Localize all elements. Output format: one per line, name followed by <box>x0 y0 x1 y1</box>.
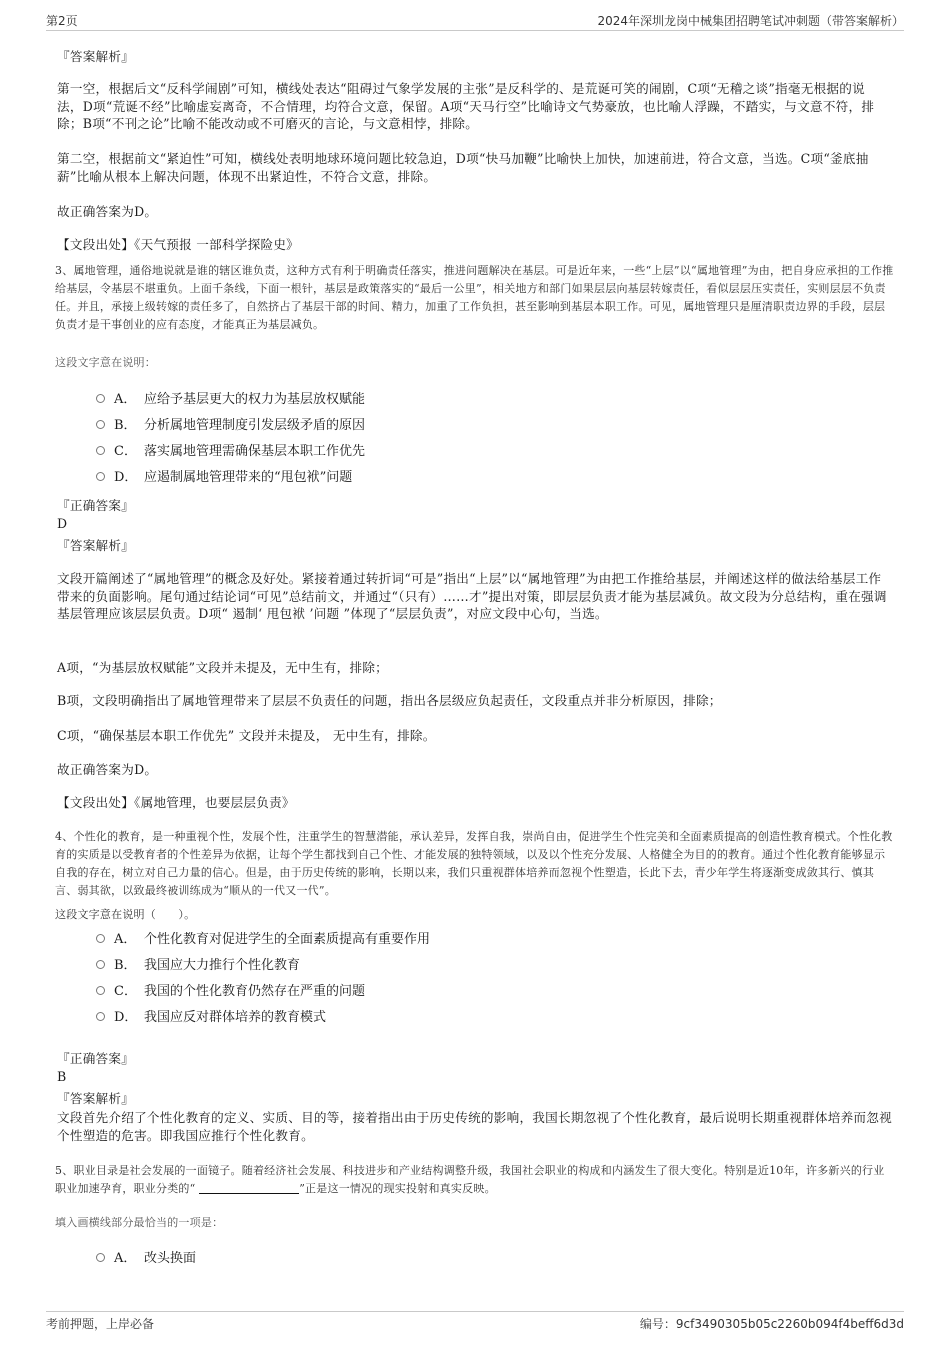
q5-stem-before: 5、职业目录是社会发展的一面镜子。随着经济社会发展、科技进步和产业结构调整升级，我国社会职业的构成和内涵发生了很大变化。特别是近10年，许多新兴的行业职业加速孕育，职业分类的“ <box>55 1164 885 1195</box>
option-key: C． <box>114 984 137 999</box>
q5-stem <box>55 1162 895 1198</box>
q2-source: 【文段出处】《天气预报 一部科学探险史》 <box>57 237 300 252</box>
option-text: 我国应反对群体培养的教育模式 <box>144 1010 327 1025</box>
q4-option-c[interactable] <box>96 983 365 1001</box>
q4-option-d[interactable] <box>96 1009 326 1027</box>
q3-correct-label: 『正确答案』 <box>57 498 135 513</box>
page-footer <box>46 1311 904 1332</box>
radio-icon[interactable] <box>96 472 105 481</box>
q3-stem: 3、属地管理，通俗地说就是谁的辖区谁负责，这种方式有利于明确责任落实，推进问题解决在基层。可是近年来，一些“上层”以“属地管理”为由，把自身应承担的工作推给基层，令基层不堪重负。上面千条线，下面一根针，基层是政策落实的“最后一公里”，相关地方和部门如果层层向基层转嫁责任，看似层层压实责任，实则层层不负责任。并且，承接上级转嫁的责任多了，自然挤占了基层干部的时间、精力，加重了工作负担，甚至影响到基层本职工作。可见，属地管理只是厘清职责边界的手段，层层负责才是干事创业的应有态度，才能真正为基层减负。 <box>55 264 894 331</box>
q2-analysis-p2: 第二空，根据前文“紧迫性”可知，横线处表明地球环境问题比较急迫，D项“快马加鞭”比喻快上加快，加速前进，符合文意，当选。C项“釜底抽薪”比喻从根本上解决问题，体现不出紧迫性，不符合文意，排除。 <box>57 151 869 184</box>
radio-icon[interactable] <box>96 934 105 943</box>
option-key: A． <box>114 932 137 947</box>
q5-stem-after: ”正是这一情况的现实投射和真实反映。 <box>299 1182 496 1195</box>
q3-option-c[interactable] <box>96 443 365 461</box>
option-key: A． <box>114 1251 137 1266</box>
option-text: 改头换面 <box>144 1251 197 1266</box>
page-header <box>46 12 904 31</box>
q4-stem: 4、个性化的教育，是一种重视个性，发展个性，注重学生的智慧潜能，承认差异，发挥自我，崇尚自由，促进学生个性完美和全面素质提高的创造性教育模式。个性化教育的实质是以受教育者的个性差异为依据，让每个学生都找到自己个性、才能发展的独特领域，以及以个性充分发展、人格健全为目的的教育。通过个性化教育能够显示自我的存在，树立对自己力量的信心。但是，由于历史传统的影响，长期以来，我们只重视群体培养而忽视个性塑造，长此下去，青少年学生将逐渐变成敛其行、慎其言、弱其欲，以致最终被训练成为“顺从的一代又一代”。 <box>55 830 893 897</box>
option-key: B． <box>114 418 137 433</box>
q4-analysis-label: 『答案解析』 <box>57 1091 135 1106</box>
q3-analysis-p1: 文段开篇阐述了“属地管理”的概念及好处。紧接着通过转折词“可是”指出“上层”以“属地管理”为由把工作推给基层，并阐述这样的做法给基层工作带来的负面影响。尾句通过结论词“可见”总结前文，并通过“（只有）……才”提出对策，即层层负责才能为基层减负。故文段为分总结构，重在强调基层管理应该层层负责。D项“ 遏制‘ 甩包袱 ’问题 ”体现了“层层负责”，对应文段中心句，当选。 <box>57 571 887 621</box>
option-text: 个性化教育对促进学生的全面素质提高有重要作用 <box>144 932 431 947</box>
q2-analysis-label: 『答案解析』 <box>57 49 135 64</box>
q3-question: 这段文字意在说明： <box>55 356 156 369</box>
q5-question: 填入画横线部分最恰当的一项是： <box>55 1216 224 1229</box>
q3-source: 【文段出处】《属地管理，也要层层负责》 <box>57 795 295 810</box>
option-text: 分析属地管理制度引发层级矛盾的原因 <box>144 418 366 433</box>
q3-analysis-a: A项，“为基层放权赋能”文段并未提及，无中生有，排除； <box>57 660 389 675</box>
radio-icon[interactable] <box>96 394 105 403</box>
q4-option-a[interactable] <box>96 931 430 949</box>
q3-analysis-label: 『答案解析』 <box>57 538 135 553</box>
option-key: B． <box>114 958 137 973</box>
radio-icon[interactable] <box>96 960 105 969</box>
radio-icon[interactable] <box>96 1253 105 1262</box>
q4-option-b[interactable] <box>96 957 300 975</box>
q2-analysis-p1: 第一空，根据后文“反科学闹剧”可知，横线处表达“阻碍过气象学发展的主张”是反科学的、是荒诞可笑的闹剧，C项“无稽之谈”指毫无根据的说法，D项“荒诞不经”比喻虚妄离奇，不合情理，均符合文意，保留。A项“天马行空”比喻诗文气势豪放，也比喻人浮躁，不踏实，与文意不符，排除；B项“不刊之论”比喻不能改动或不可磨灭的言论，与文意相悖，排除。 <box>57 81 875 131</box>
document-title: 2024年深圳龙岗中械集团招聘笔试冲刺题（带答案解析） <box>597 14 904 28</box>
option-text: 应给予基层更大的权力为基层放权赋能 <box>144 392 366 407</box>
q4-correct-label: 『正确答案』 <box>57 1051 135 1066</box>
option-key: D． <box>114 1010 138 1025</box>
q3-option-a[interactable] <box>96 391 365 409</box>
q5-option-a[interactable] <box>96 1250 196 1268</box>
radio-icon[interactable] <box>96 986 105 995</box>
q4-correct-answer: B <box>57 1069 67 1084</box>
q3-correct-answer: D <box>57 516 68 531</box>
option-key: C． <box>114 444 137 459</box>
answer-blank <box>199 1182 299 1194</box>
option-text: 我国的个性化教育仍然存在严重的问题 <box>144 984 366 999</box>
q3-analysis-c: C项，“确保基层本职工作优先” 文段并未提及， 无中生有，排除。 <box>57 728 436 743</box>
option-key: A． <box>114 392 137 407</box>
radio-icon[interactable] <box>96 1012 105 1021</box>
page-number: 第2页 <box>46 14 78 28</box>
q4-analysis: 文段首先介绍了个性化教育的定义、实质、目的等，接着指出由于历史传统的影响，我国长期忽视了个性化教育，最后说明长期重视群体培养而忽视个性塑造的危害。即我国应推行个性化教育。 <box>57 1110 892 1143</box>
q3-option-d[interactable] <box>96 469 352 487</box>
q3-option-b[interactable] <box>96 417 365 435</box>
option-text: 应遏制属地管理带来的“甩包袱”问题 <box>144 470 353 485</box>
document-serial: 编号：9cf3490305b05c2260b094f4beff6d3d <box>639 1317 904 1331</box>
q3-conclusion: 故正确答案为D。 <box>57 762 158 777</box>
option-text: 落实属地管理需确保基层本职工作优先 <box>144 444 366 459</box>
option-key: D． <box>114 470 138 485</box>
radio-icon[interactable] <box>96 446 105 455</box>
radio-icon[interactable] <box>96 420 105 429</box>
q2-conclusion: 故正确答案为D。 <box>57 204 158 219</box>
q4-question: 这段文字意在说明（ ）。 <box>55 908 196 921</box>
option-text: 我国应大力推行个性化教育 <box>144 958 301 973</box>
q3-analysis-b: B项，文段明确指出了属地管理带来了层层不负责任的问题，指出各层级应负起责任，文段重点并非分析原因，排除； <box>57 693 722 708</box>
footer-note: 考前押题，上岸必备 <box>46 1317 155 1331</box>
